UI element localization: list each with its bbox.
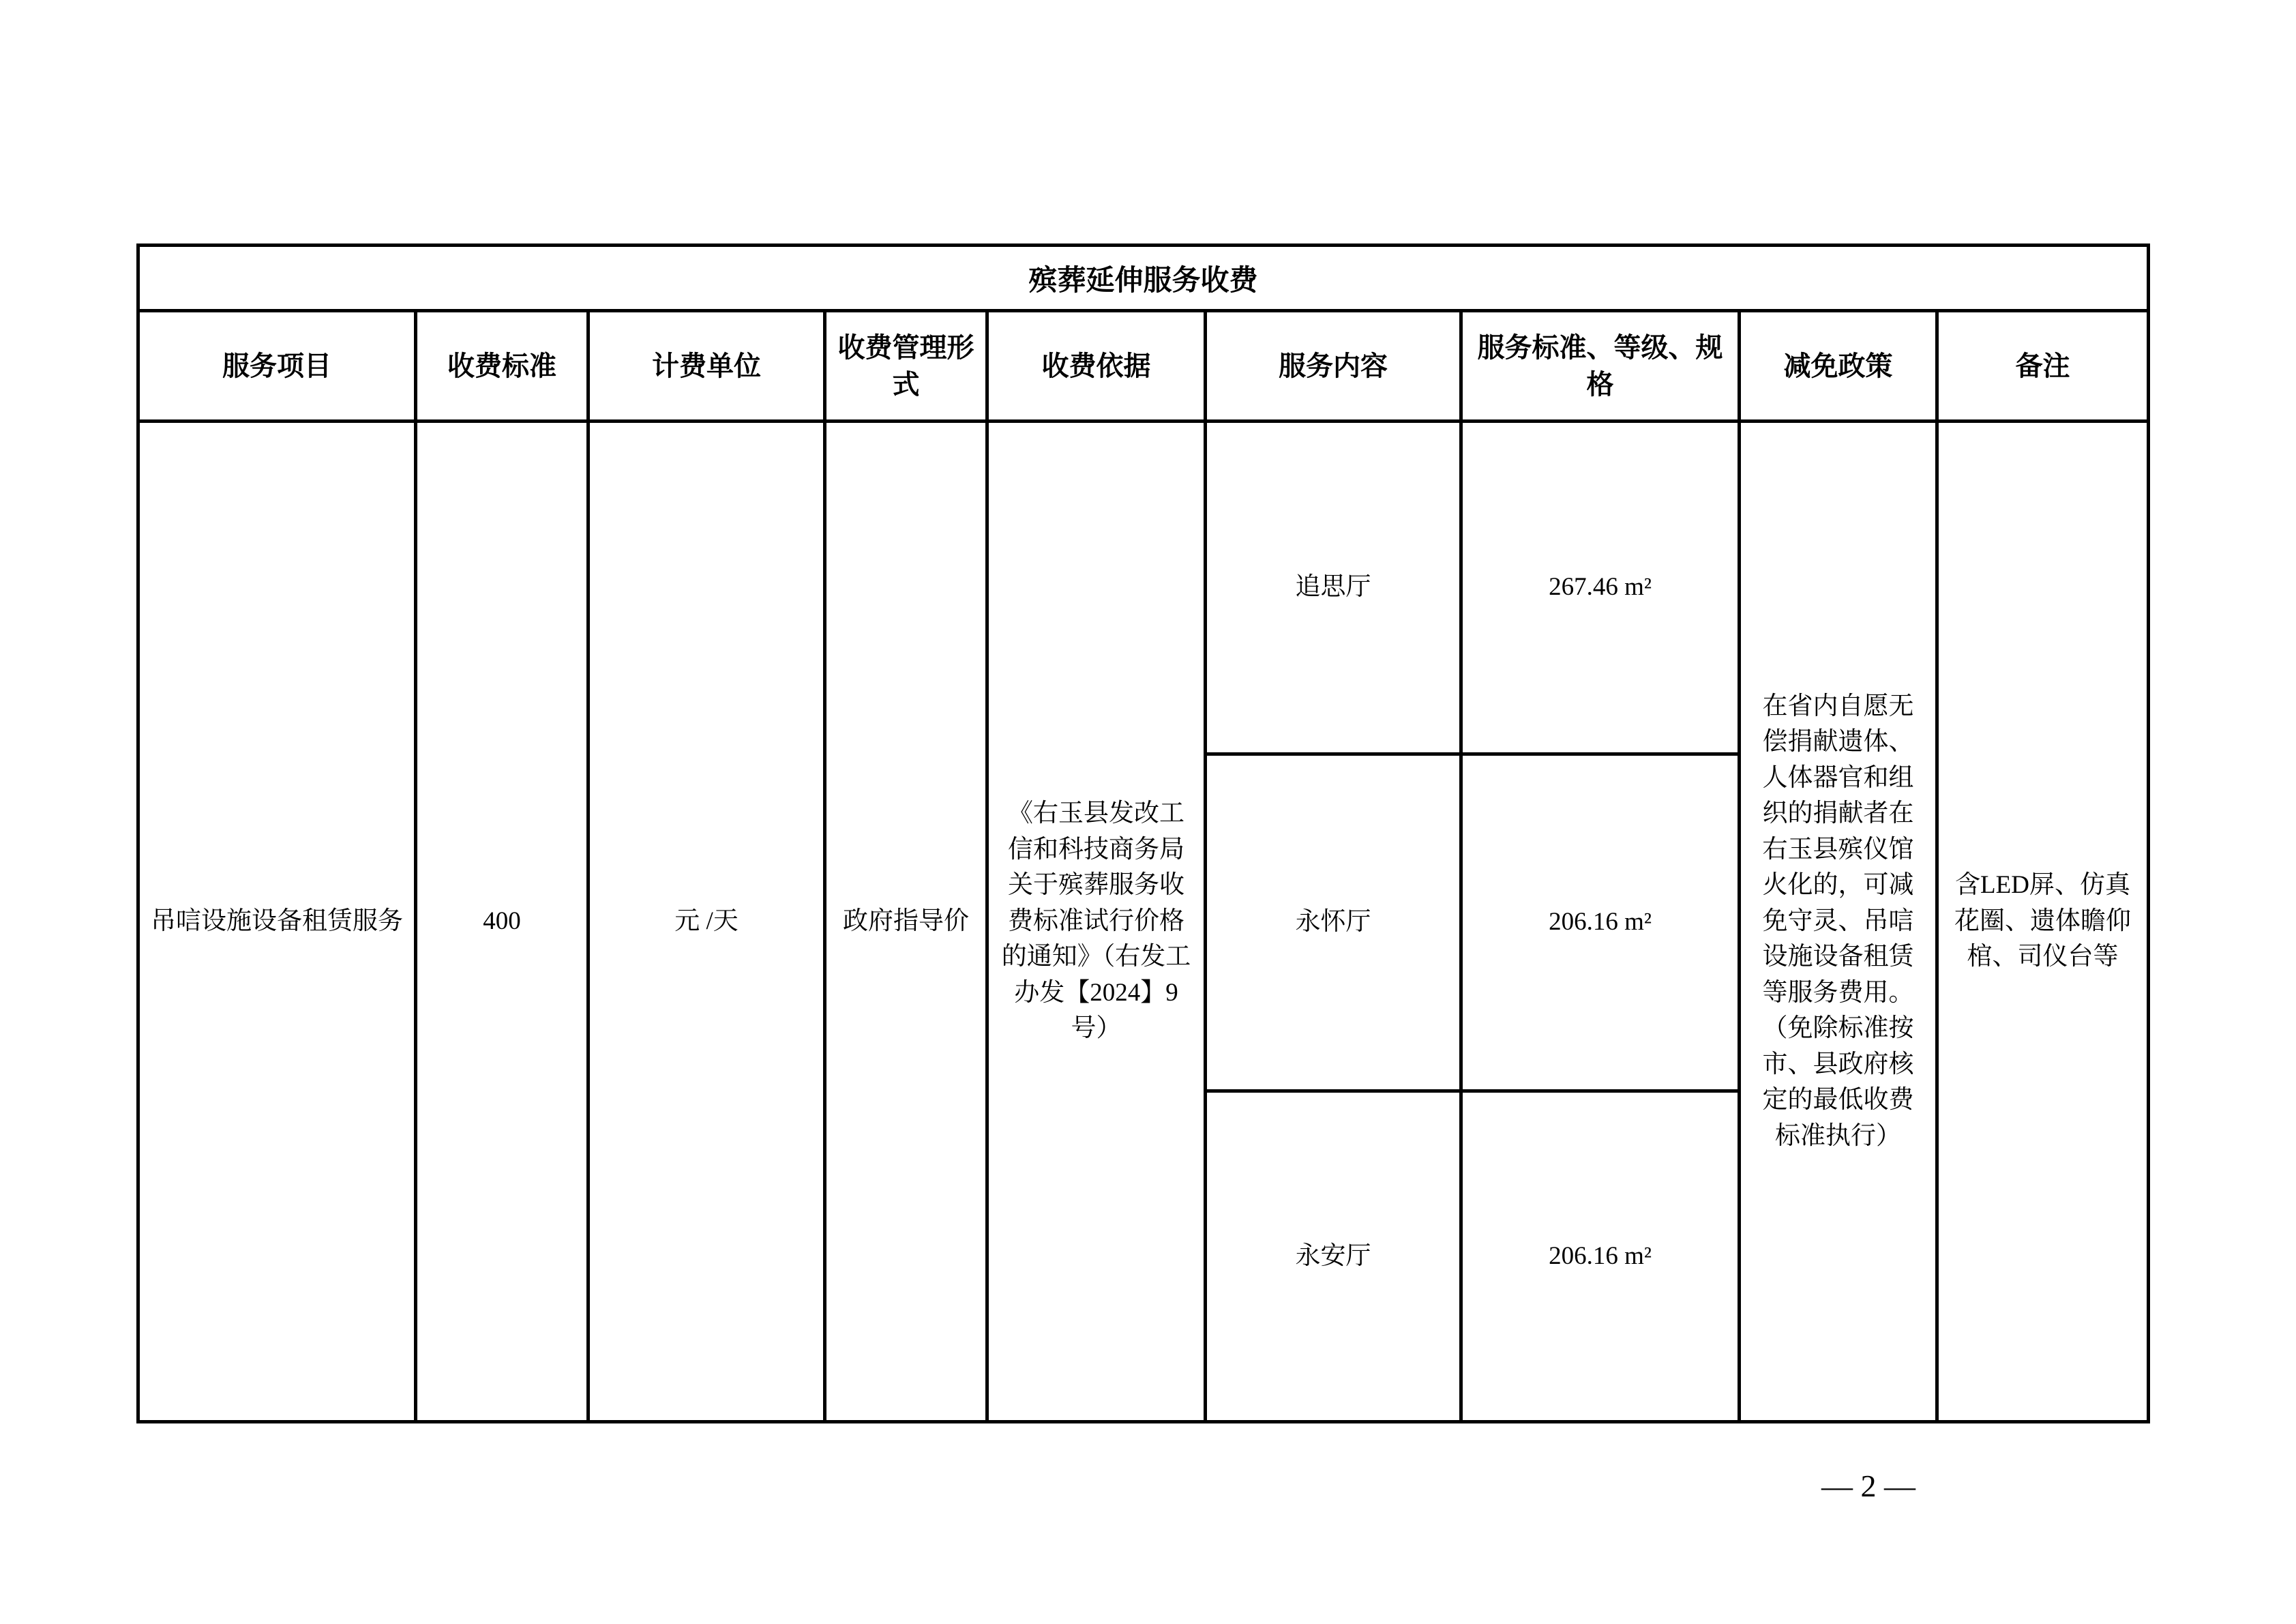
col-header-fee-standard: 收费标准 [416,311,588,422]
cell-billing-unit: 元 /天 [588,422,825,1422]
cell-reduction-policy: 在省内自愿无偿捐献遗体、人体器官和组织的捐献者在右玉县殡仪馆火化的，可减免守灵、吊唁设施设备租赁等服务费用。（免除标准按市、县政府核定的最低收费标准执行） [1740,422,1937,1422]
cell-fee-basis: 《右玉县发改工信和科技商务局关于殡葬服务收费标准试行价格的通知》（右发工办发【2024】9号） [987,422,1206,1422]
page-number: — 2 — [1821,1468,1915,1503]
table-header-row [138,311,2149,422]
fee-table [136,243,2150,1423]
cell-service-content-3: 永安厅 [1206,1091,1461,1422]
cell-service-content-1: 追思厅 [1206,422,1461,754]
col-header-service-item: 服务项目 [138,311,416,422]
col-header-service-content: 服务内容 [1206,311,1461,422]
cell-remarks: 含LED屏、仿真花圈、遗体瞻仰棺、司仪台等 [1937,422,2149,1422]
cell-management-form: 政府指导价 [825,422,987,1422]
col-header-billing-unit: 计费单位 [588,311,825,422]
cell-spec-2: 206.16 m² [1461,754,1740,1091]
col-header-reduction-policy: 减免政策 [1740,311,1937,422]
cell-service-content-2: 永怀厅 [1206,754,1461,1091]
col-header-fee-basis: 收费依据 [987,311,1206,422]
table-title-row [138,246,2149,311]
cell-service-item: 吊唁设施设备租赁服务 [138,422,416,1422]
cell-spec-3: 206.16 m² [1461,1091,1740,1422]
cell-spec-1: 267.46 m² [1461,422,1740,754]
col-header-remarks: 备注 [1937,311,2149,422]
col-header-spec: 服务标准、等级、规格 [1461,311,1740,422]
table-title: 殡葬延伸服务收费 [138,246,2149,311]
col-header-management-form: 收费管理形式 [825,311,987,422]
table-row [138,422,2149,754]
cell-fee-standard: 400 [416,422,588,1422]
